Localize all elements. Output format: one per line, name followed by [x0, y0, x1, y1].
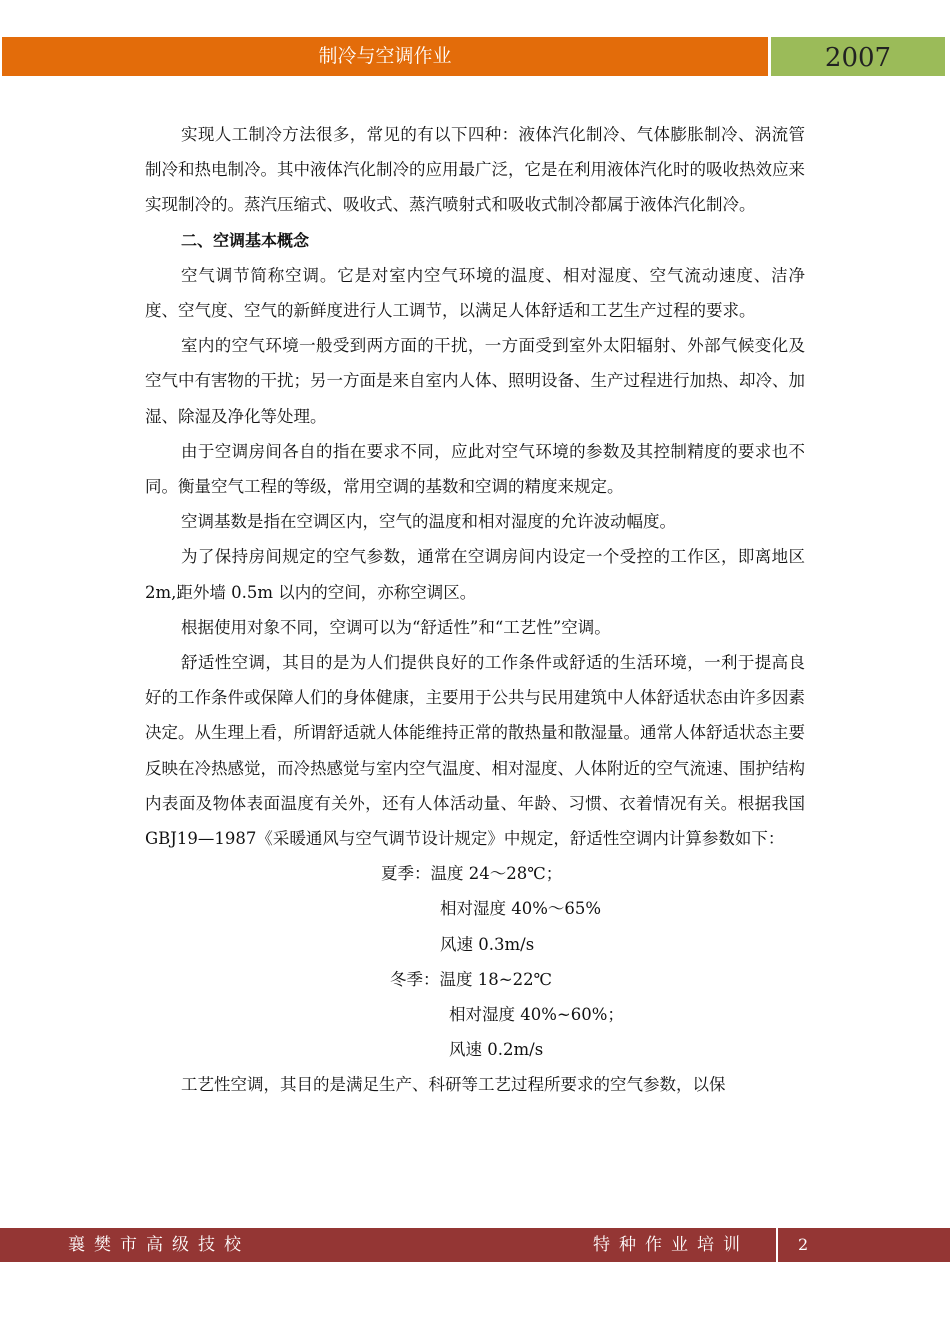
footer-school: 襄樊市高级技校	[68, 1235, 250, 1255]
winter-temperature: 冬季：温度 18~22℃	[390, 969, 553, 989]
header-year: 2007	[824, 43, 892, 73]
paragraph-ac-definition: 空气调节简称空调。它是对室内空气环境的温度、相对湿度、空气流动速度、洁净度、空气度、空气的新鲜度进行人工调节，以满足人体舒适和工艺生产过程的要求。	[145, 265, 805, 321]
paragraph-disturbances: 室内的空气环境一般受到两方面的干扰，一方面受到室外太阳辐射、外部气候变化及空气中有害物的干扰；另一方面是来自室内人体、照明设备、生产过程进行加热、却冷、加湿、除湿及净化等处理。	[145, 336, 805, 426]
summer-humidity: 相对湿度 40%～65%	[440, 899, 602, 919]
paragraph-refrigeration-methods: 实现人工制冷方法很多，常见的有以下四种：液体汽化制冷、气体膨胀制冷、涡流管制冷和热电制冷。其中液体汽化制冷的应用最广泛，它是在利用液体汽化时的吸收热效应来实现制冷的。蒸汽压缩式、吸收式、蒸汽喷射式和吸收式制冷都属于液体汽化制冷。	[145, 125, 805, 215]
footer-training: 特种作业培训	[593, 1235, 749, 1255]
footer-divider	[776, 1228, 778, 1262]
paragraph-requirements: 由于空调房间各自的指在要求不同，应此对空气环境的参数及其控制精度的要求也不同。衡量空气工程的等级，常用空调的基数和空调的精度来规定。	[145, 441, 805, 497]
page-number: 2	[798, 1235, 809, 1254]
header-title-bar	[2, 37, 768, 76]
document-body	[145, 117, 805, 1103]
header-title: 制冷与空调作业	[318, 45, 452, 67]
summer-wind-speed: 风速 0.3m/s	[440, 934, 535, 954]
summer-temperature: 夏季：温度 24～28℃；	[381, 864, 563, 884]
paragraph-ac-types: 根据使用对象不同，空调可以为“舒适性”和“工艺性”空调。	[181, 617, 611, 637]
header-year-box	[771, 37, 945, 76]
paragraph-comfort-ac: 舒适性空调，其目的是为人们提供良好的工作条件或舒适的生活环境，一利于提高良好的工作条件或保障人们的身体健康，主要用于公共与民用建筑中人体舒适状态由许多因素决定。从生理上看，所谓舒适就人体能维持正常的散热量和散湿量。通常人体舒适状态主要反映在冷热感觉，而冷热感觉与室内空气温度、相对湿度、人体附近的空气流速、围护结构内表面及物体表面温度有关外，还有人体活动量、年龄、习惯、衣着情况有关。根据我国 GBJ19—1987《采暖通风与空气调节设计规定》中规定，舒适性空调内计算参数如下：	[145, 653, 805, 849]
paragraph-base-values: 空调基数是指在空调区内，空气的温度和相对湿度的允许波动幅度。	[181, 512, 676, 532]
winter-wind-speed: 风速 0.2m/s	[449, 1040, 544, 1060]
footer-bar	[0, 1228, 950, 1262]
paragraph-ac-zone: 为了保持房间规定的空气参数，通常在空调房间内设定一个受控的工作区，即离地区 2m,距外墙 0.5m 以内的空间，亦称空调区。	[145, 547, 805, 602]
paragraph-process-ac: 工艺性空调，其目的是满足生产、科研等工艺过程所要求的空气参数，以保	[181, 1075, 726, 1095]
section-heading: 二、空调基本概念	[181, 230, 310, 250]
winter-humidity: 相对湿度 40%~60%；	[449, 1005, 624, 1025]
